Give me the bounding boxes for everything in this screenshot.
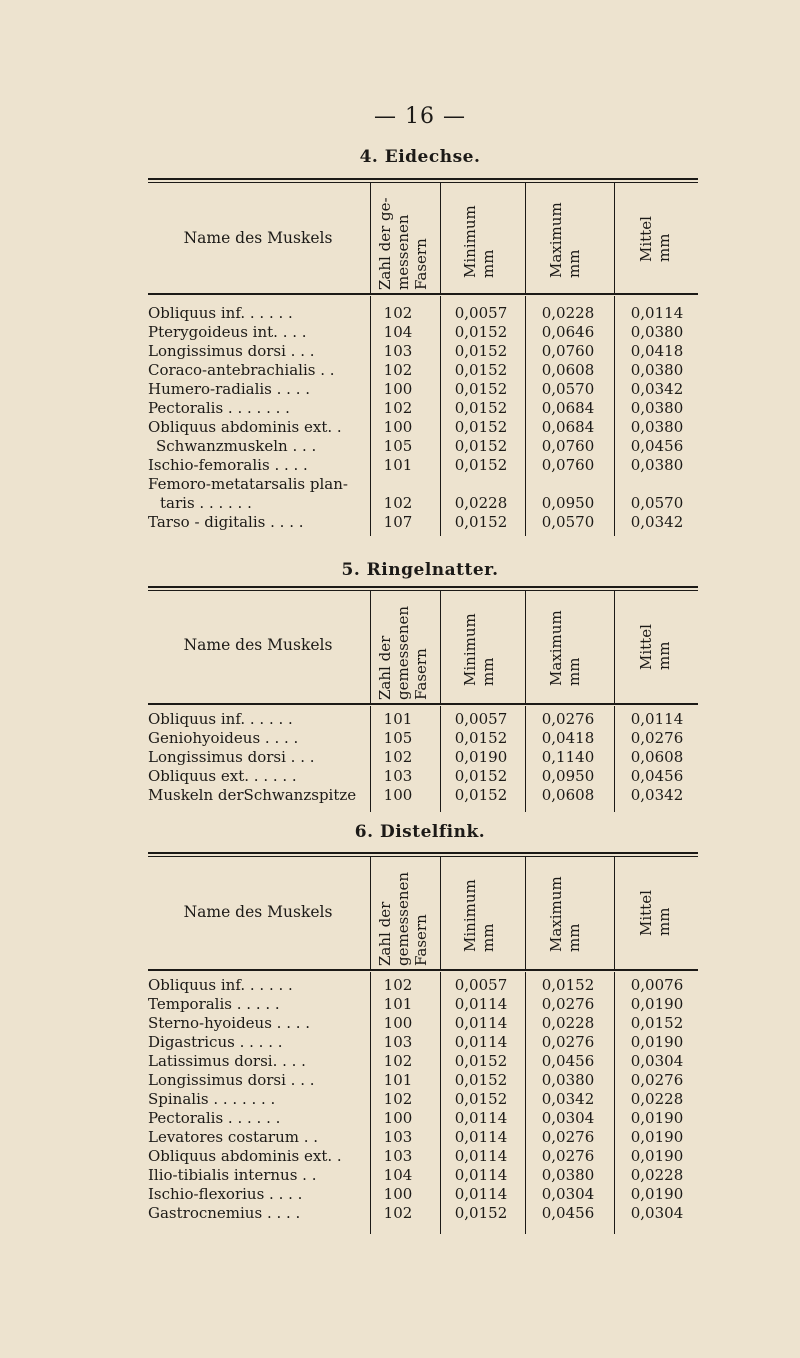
table-row	[148, 494, 698, 513]
cell-count: 103	[383, 767, 413, 785]
cell-mittel: 0,0456	[630, 437, 684, 455]
cell-min: 0,0057	[454, 710, 508, 728]
col-divider	[614, 590, 615, 704]
cell-max: 0,0152	[541, 976, 595, 994]
table-row	[148, 323, 698, 342]
header-mittel-l1: Mittel	[637, 216, 655, 262]
header-mittel-l2: mm	[655, 907, 673, 936]
cell-max: 0,0760	[541, 456, 595, 474]
table-row	[148, 456, 698, 475]
header-rule	[148, 293, 698, 295]
cell-count: 103	[383, 342, 413, 360]
cell-min: 0,0152	[454, 418, 508, 436]
cell-max: 0,0950	[541, 494, 595, 512]
table-row	[148, 1109, 698, 1128]
table-row	[148, 1033, 698, 1052]
cell-count: 102	[383, 1052, 413, 1070]
header-count-l2: messenen	[394, 214, 412, 290]
table-row	[148, 976, 698, 995]
cell-name: Levatores costarum . .	[148, 1128, 319, 1146]
cell-mittel: 0,0380	[630, 456, 684, 474]
cell-count: 100	[383, 1109, 413, 1127]
cell-count: 100	[383, 418, 413, 436]
cell-min: 0,0152	[454, 399, 508, 417]
cell-name: Obliquus abdominis ext. .	[148, 418, 342, 436]
cell-mittel: 0,0456	[630, 767, 684, 785]
col-divider	[525, 856, 526, 970]
section-title-distelfink: 6. Distelfink.	[354, 822, 486, 842]
cell-mittel: 0,0304	[630, 1204, 684, 1222]
cell-min: 0,0114	[454, 1014, 508, 1032]
table-row	[148, 304, 698, 323]
top-rule	[148, 178, 698, 180]
header-minimum-l1: Minimum	[461, 613, 479, 686]
cell-count: 102	[383, 748, 413, 766]
cell-mittel: 0,0190	[630, 1109, 684, 1127]
table-row	[148, 995, 698, 1014]
cell-max: 0,0950	[541, 767, 595, 785]
header-mittel-l1: Mittel	[637, 624, 655, 670]
cell-max: 0,0342	[541, 1090, 595, 1108]
cell-min: 0,0152	[454, 1052, 508, 1070]
cell-name: Longissimus dorsi . . .	[148, 342, 315, 360]
cell-count: 103	[383, 1033, 413, 1051]
cell-name: Schwanzmuskeln . . .	[156, 437, 317, 455]
cell-min: 0,0152	[454, 437, 508, 455]
cell-name: Digastricus . . . . .	[148, 1033, 283, 1051]
cell-min: 0,0114	[454, 1033, 508, 1051]
cell-min: 0,0114	[454, 1147, 508, 1165]
cell-name: Longissimus dorsi . . .	[148, 1071, 315, 1089]
col-divider	[525, 590, 526, 704]
col-divider	[614, 856, 615, 970]
cell-max: 0,0228	[541, 1014, 595, 1032]
cell-mittel: 0,0152	[630, 1014, 684, 1032]
table-row	[148, 1014, 698, 1033]
top-rule	[148, 586, 698, 588]
table-row	[148, 342, 698, 361]
cell-name: Femoro-metatarsalis plan-	[148, 475, 348, 493]
header-minimum-l2: mm	[479, 923, 497, 952]
cell-mittel: 0,0570	[630, 494, 684, 512]
cell-name: Gastrocnemius . . . .	[148, 1204, 301, 1222]
cell-count: 105	[383, 437, 413, 455]
table-row	[148, 380, 698, 399]
cell-min: 0,0152	[454, 456, 508, 474]
section-title-ringelnatter: 5. Ringelnatter.	[341, 560, 499, 580]
col-divider	[440, 182, 441, 294]
cell-name: Coraco-antebrachialis . .	[148, 361, 335, 379]
cell-max: 0,0608	[541, 786, 595, 804]
table-row	[148, 786, 698, 805]
cell-max: 0,0228	[541, 304, 595, 322]
cell-count: 104	[383, 323, 413, 341]
cell-name: Humero-radialis . . . .	[148, 380, 311, 398]
header-minimum-l1: Minimum	[461, 205, 479, 278]
table-row	[148, 1090, 698, 1109]
col-divider	[440, 590, 441, 704]
cell-count: 102	[383, 1090, 413, 1108]
cell-max: 0,0570	[541, 380, 595, 398]
table-row	[148, 1128, 698, 1147]
cell-min: 0,0114	[454, 1109, 508, 1127]
cell-min: 0,0152	[454, 1204, 508, 1222]
cell-count: 101	[383, 1071, 413, 1089]
cell-count: 101	[383, 995, 413, 1013]
cell-count: 100	[383, 1185, 413, 1203]
cell-max: 0,0646	[541, 323, 595, 341]
cell-max: 0,0760	[541, 342, 595, 360]
header-minimum-l1: Minimum	[461, 879, 479, 952]
cell-min: 0,0152	[454, 1090, 508, 1108]
cell-mittel: 0,0228	[630, 1166, 684, 1184]
cell-min: 0,0152	[454, 361, 508, 379]
cell-min: 0,0057	[454, 976, 508, 994]
header-mittel-l2: mm	[655, 233, 673, 262]
cell-name: Obliquus abdominis ext. .	[148, 1147, 342, 1165]
cell-max: 0,1140	[541, 748, 595, 766]
cell-count: 102	[383, 304, 413, 322]
cell-name: Muskeln derSchwanzspitze	[148, 786, 357, 804]
cell-max: 0,0276	[541, 1033, 595, 1051]
cell-mittel: 0,0076	[630, 976, 684, 994]
cell-mittel: 0,0380	[630, 399, 684, 417]
cell-count: 100	[383, 786, 413, 804]
cell-max: 0,0684	[541, 399, 595, 417]
header-count-l1: Zahl der ge-	[376, 197, 394, 290]
cell-mittel: 0,0418	[630, 342, 684, 360]
cell-min: 0,0057	[454, 304, 508, 322]
cell-name: Ischio-flexorius . . . .	[148, 1185, 303, 1203]
cell-count: 105	[383, 729, 413, 747]
table-row	[148, 475, 698, 494]
cell-mittel: 0,0380	[630, 323, 684, 341]
cell-name: Pectoralis . . . . . .	[148, 1109, 281, 1127]
cell-max: 0,0380	[541, 1166, 595, 1184]
cell-count: 102	[383, 494, 413, 512]
cell-min: 0,0228	[454, 494, 508, 512]
cell-count: 102	[383, 361, 413, 379]
table-row	[148, 1071, 698, 1090]
cell-count: 103	[383, 1128, 413, 1146]
cell-mittel: 0,0190	[630, 1128, 684, 1146]
cell-name: Obliquus inf. . . . . .	[148, 710, 293, 728]
cell-name: Obliquus inf. . . . . .	[148, 976, 293, 994]
cell-mittel: 0,0342	[630, 786, 684, 804]
header-mittel-l2: mm	[655, 641, 673, 670]
cell-count: 107	[383, 513, 413, 531]
cell-name: Ischio-femoralis . . . .	[148, 456, 308, 474]
header-name: Name des Muskels	[183, 903, 333, 921]
cell-name: Spinalis . . . . . . .	[148, 1090, 276, 1108]
header-name: Name des Muskels	[183, 229, 333, 247]
cell-max: 0,0570	[541, 513, 595, 531]
header-name: Name des Muskels	[183, 636, 333, 654]
cell-name: Tarso - digitalis . . . .	[148, 513, 304, 531]
cell-max: 0,0304	[541, 1185, 595, 1203]
cell-count: 104	[383, 1166, 413, 1184]
header-minimum-l2: mm	[479, 657, 497, 686]
header-maximum-l1: Maximum	[547, 610, 565, 686]
top-rule-2	[148, 856, 698, 857]
cell-count: 102	[383, 976, 413, 994]
cell-name: Sterno-hyoideus . . . .	[148, 1014, 311, 1032]
cell-max: 0,0684	[541, 418, 595, 436]
cell-mittel: 0,0190	[630, 995, 684, 1013]
cell-mittel: 0,0114	[630, 710, 684, 728]
cell-min: 0,0114	[454, 1128, 508, 1146]
col-divider	[614, 182, 615, 294]
cell-mittel: 0,0228	[630, 1090, 684, 1108]
table-row	[148, 361, 698, 380]
col-divider	[370, 856, 371, 970]
cell-count: 102	[383, 1204, 413, 1222]
header-count-l1: Zahl der	[376, 635, 394, 700]
top-rule-2	[148, 590, 698, 591]
cell-count: 101	[383, 456, 413, 474]
cell-max: 0,0276	[541, 710, 595, 728]
header-count-l3: Fasern	[412, 238, 430, 290]
cell-name: Temporalis . . . . .	[148, 995, 280, 1013]
table-row	[148, 1147, 698, 1166]
cell-min: 0,0114	[454, 1185, 508, 1203]
table-row	[148, 513, 698, 532]
cell-mittel: 0,0608	[630, 748, 684, 766]
cell-count: 102	[383, 399, 413, 417]
table-row	[148, 437, 698, 456]
cell-max: 0,0276	[541, 1147, 595, 1165]
cell-mittel: 0,0276	[630, 729, 684, 747]
col-divider	[370, 590, 371, 704]
top-rule-2	[148, 182, 698, 183]
cell-max: 0,0276	[541, 995, 595, 1013]
header-count-l3: Fasern	[412, 914, 430, 966]
cell-mittel: 0,0190	[630, 1033, 684, 1051]
table-row	[148, 418, 698, 437]
header-count-l3: Fasern	[412, 648, 430, 700]
cell-mittel: 0,0342	[630, 513, 684, 531]
cell-name: Pectoralis . . . . . . .	[148, 399, 290, 417]
header-mittel-l1: Mittel	[637, 890, 655, 936]
cell-name: Pterygoideus int. . . .	[148, 323, 307, 341]
table-row	[148, 710, 698, 729]
cell-name: taris . . . . . .	[160, 494, 252, 512]
cell-mittel: 0,0380	[630, 361, 684, 379]
cell-mittel: 0,0114	[630, 304, 684, 322]
cell-name: Obliquus ext. . . . . .	[148, 767, 297, 785]
table-row	[148, 1052, 698, 1071]
col-divider	[525, 182, 526, 294]
section-title-eidechse: 4. Eidechse.	[359, 147, 481, 167]
header-rule	[148, 969, 698, 971]
cell-min: 0,0114	[454, 995, 508, 1013]
cell-name: Longissimus dorsi . . .	[148, 748, 315, 766]
cell-name: Geniohyoideus . . . .	[148, 729, 299, 747]
cell-count: 100	[383, 380, 413, 398]
table-row	[148, 399, 698, 418]
table-row	[148, 767, 698, 786]
table-row	[148, 1185, 698, 1204]
cell-min: 0,0152	[454, 513, 508, 531]
header-maximum-l2: mm	[565, 923, 583, 952]
table-row	[148, 1204, 698, 1223]
cell-min: 0,0152	[454, 786, 508, 804]
header-maximum-l2: mm	[565, 657, 583, 686]
cell-max: 0,0456	[541, 1204, 595, 1222]
top-rule	[148, 852, 698, 854]
cell-count: 101	[383, 710, 413, 728]
header-minimum-l2: mm	[479, 249, 497, 278]
header-count-l2: gemessenen	[394, 871, 412, 966]
cell-count: 100	[383, 1014, 413, 1032]
page-number: — 16 —	[374, 104, 466, 129]
cell-min: 0,0190	[454, 748, 508, 766]
cell-min: 0,0152	[454, 1071, 508, 1089]
table-row	[148, 729, 698, 748]
cell-mittel: 0,0380	[630, 418, 684, 436]
cell-min: 0,0152	[454, 342, 508, 360]
col-divider	[440, 856, 441, 970]
cell-max: 0,0304	[541, 1109, 595, 1127]
cell-mittel: 0,0190	[630, 1185, 684, 1203]
header-count-l1: Zahl der	[376, 901, 394, 966]
header-maximum-l1: Maximum	[547, 202, 565, 278]
cell-mittel: 0,0276	[630, 1071, 684, 1089]
table-row	[148, 1166, 698, 1185]
cell-max: 0,0456	[541, 1052, 595, 1070]
cell-max: 0,0608	[541, 361, 595, 379]
cell-min: 0,0152	[454, 323, 508, 341]
cell-max: 0,0418	[541, 729, 595, 747]
cell-max: 0,0276	[541, 1128, 595, 1146]
cell-mittel: 0,0190	[630, 1147, 684, 1165]
cell-name: Ilio-tibialis internus . .	[148, 1166, 317, 1184]
table-row	[148, 748, 698, 767]
cell-max: 0,0380	[541, 1071, 595, 1089]
cell-mittel: 0,0304	[630, 1052, 684, 1070]
cell-min: 0,0152	[454, 380, 508, 398]
cell-max: 0,0760	[541, 437, 595, 455]
header-maximum-l2: mm	[565, 249, 583, 278]
cell-mittel: 0,0342	[630, 380, 684, 398]
cell-count: 103	[383, 1147, 413, 1165]
header-rule	[148, 703, 698, 705]
col-divider	[370, 182, 371, 294]
header-maximum-l1: Maximum	[547, 876, 565, 952]
cell-min: 0,0152	[454, 767, 508, 785]
cell-min: 0,0152	[454, 729, 508, 747]
cell-min: 0,0114	[454, 1166, 508, 1184]
cell-name: Obliquus inf. . . . . .	[148, 304, 293, 322]
header-count-l2: gemessenen	[394, 605, 412, 700]
cell-name: Latissimus dorsi. . . .	[148, 1052, 306, 1070]
